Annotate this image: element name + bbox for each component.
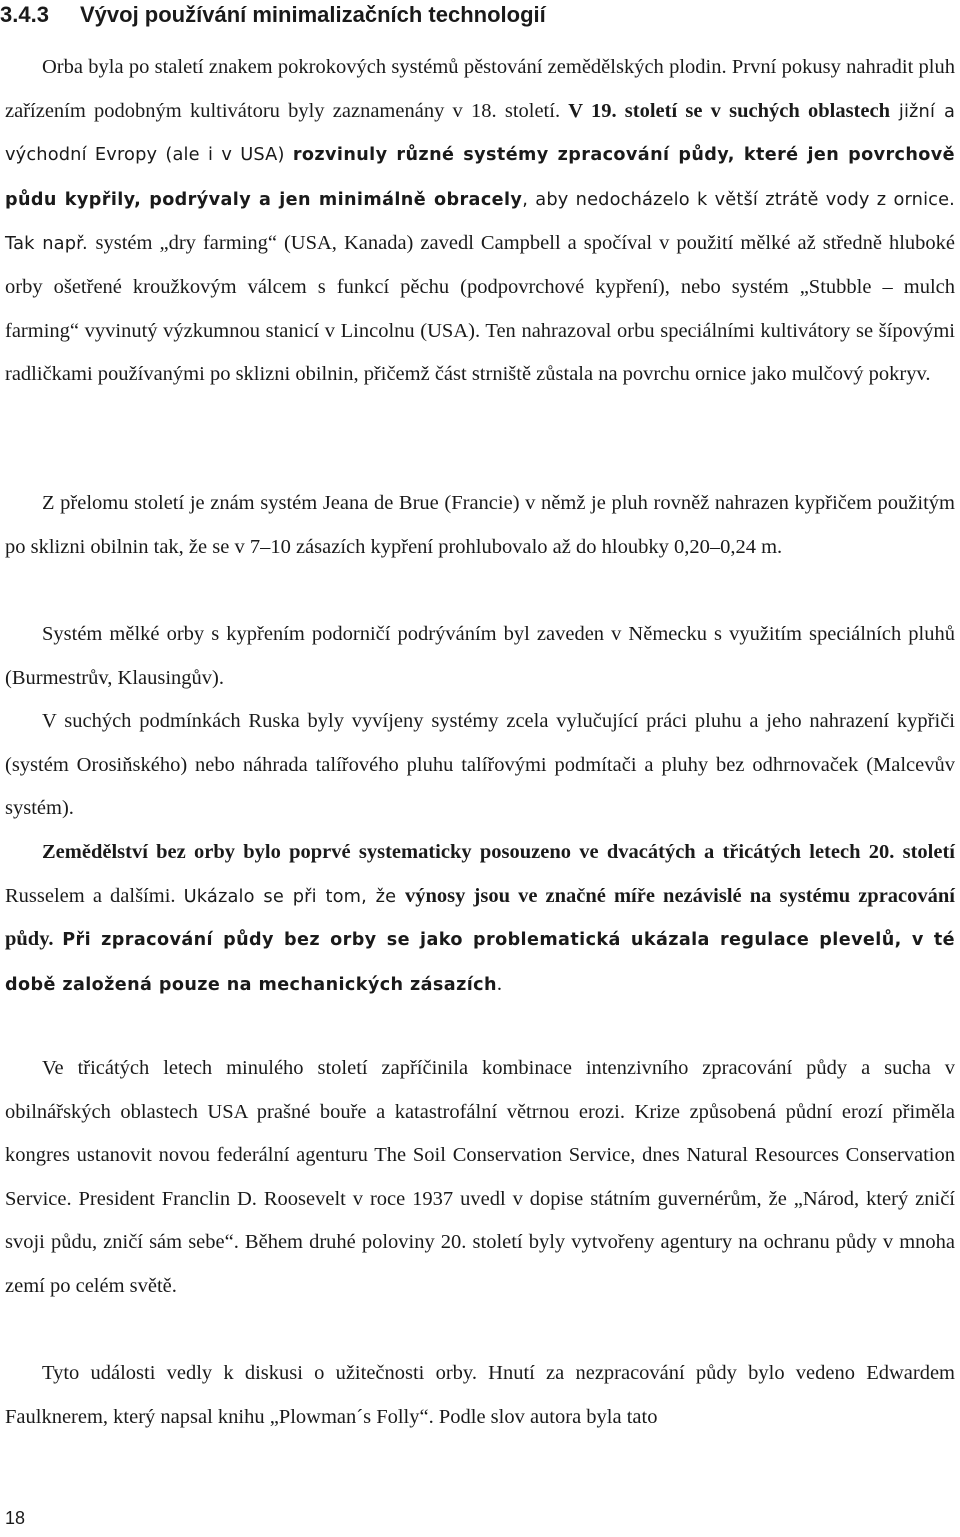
section-title: Vývoj používání minimalizačních technologií [80, 2, 546, 27]
paragraph-minimal-tillage-origins [5, 46, 955, 397]
page-number: 18 [5, 1508, 26, 1528]
paragraph-no-till-research [5, 831, 955, 1007]
paragraph-faulkner [5, 1352, 955, 1439]
paragraph-text-segment: . [496, 972, 503, 995]
paragraph-text-segment: V suchých podmínkách Ruska byly vyvíjeny systémy zcela vylučující práci pluhu a jeho nahrazení kypřiči (systém Orosiňského) nebo náhrada talířového pluhu talířovými podmítači a pluhy bez odhrnovaček (Malcevův systém). [5, 710, 955, 820]
section-heading [0, 0, 960, 30]
paragraph-text-segment: Orba byla po staletí znakem pokrokových systémů pěstování zemědělských plodin. První pokusy nahradit pluh zařízením podobným kultivátoru byly zaznamenány v 18. století. [5, 56, 955, 122]
paragraph-text-segment [53, 928, 62, 950]
paragraph-text-segment: , aby nedocházelo k větší ztrátě vody z ornice. Tak např. [5, 188, 955, 255]
paragraph-text-segment: Systém mělké orby s kypřením podorničí podrýváním byl zaveden v Německu s využitím speciálních pluhů (Burmestrův, Klausingův). [5, 623, 955, 689]
paragraph-text-segment: výnosy jsou ve značné míře nezávislé na systému zpracování půdy. [5, 884, 955, 951]
paragraph-text-segment: Tyto události vedly k diskusi o užitečnosti orby. Hnutí za nezpracování půdy bylo vedeno Edwardem Faulknerem, který napsal knihu „Plowman´s Folly“. Podle slov autora byla tato [5, 1362, 955, 1428]
paragraph-text-segment: Zemědělství bez orby bylo poprvé systematicky posouzeno ve dvacátých a třicátých letech 20. století [42, 841, 955, 863]
paragraph-russia-systems [5, 700, 955, 831]
paragraph-text-segment: Ukázalo se při tom, že [183, 885, 406, 907]
paragraph-de-brue-system [5, 482, 955, 569]
paragraph-germany-system [5, 613, 955, 700]
section-number: 3.4.3 [0, 2, 49, 27]
paragraph-text-segment: jižní a východní Evropy (ale i v USA) [5, 100, 955, 166]
paragraph-text-segment: V 19. století se v suchých oblastech [568, 99, 890, 122]
paragraph-text-segment: Při zpracování půdy bez orby se jako problematická ukázala regulace plevelů, v té době založená pouze na mechanických zásazích [5, 930, 956, 995]
paragraph-text-segment: systém „dry farming“ (USA, Kanada) zavedl Campbell a spočíval v použití mělké až středně hluboké orby ošetřené kroužkovým válcem s funkcí pěchu (podpovrchové kypření), nebo systém „Stubble – mulch farming“ vyvinutý výzkumnou stanicí v Lincolnu (USA). Ten nahrazoval orbu speciálními kultivátory se šípovými radličkami používanými po sklizni obilnin, přičemž část strniště zůstala na povrchu ornice jako mulčový pokryv. [5, 232, 955, 386]
paragraph-text-segment: Z přelomu století je znám systém Jeana de Brue (Francie) v němž je pluh rovněž nahrazen kypřičem použitým po sklizni obilnin tak, že se v 7–10 zásazích kypření prohlubovalo až do hloubky 0,20–0,24 m. [5, 492, 955, 558]
paragraph-text-segment: Ve třicátých letech minulého století zapříčinila kombinace intenzivního zpracování půdy a sucha v obilnářských oblastech USA prašné bouře a katastrofální větrnou erozi. Krize způsobená půdní erozí přiměla kongres ustanovit novou federální agenturu The Soil Conservation Service, dnes Natural Resources Conservation Service. President Franclin D. Roosevelt v roce 1937 uvedl v dopise státním guvernérům, že „Národ, který zničí svoji půdu, zničí sám sebe“. Během druhé poloviny 20. století byly vytvořeny agentury na ochranu půdy v mnoha zemí po celém světě. [5, 1057, 955, 1297]
paragraph-dust-bowl [5, 1047, 955, 1309]
paragraph-text-segment: rozvinuly různé systémy zpracování půdy, které jen povrchově půdu kypřily, podrývaly a jen minimálně obracely [5, 145, 955, 210]
paragraph-text-segment: Russelem a dalšími. [5, 884, 184, 907]
